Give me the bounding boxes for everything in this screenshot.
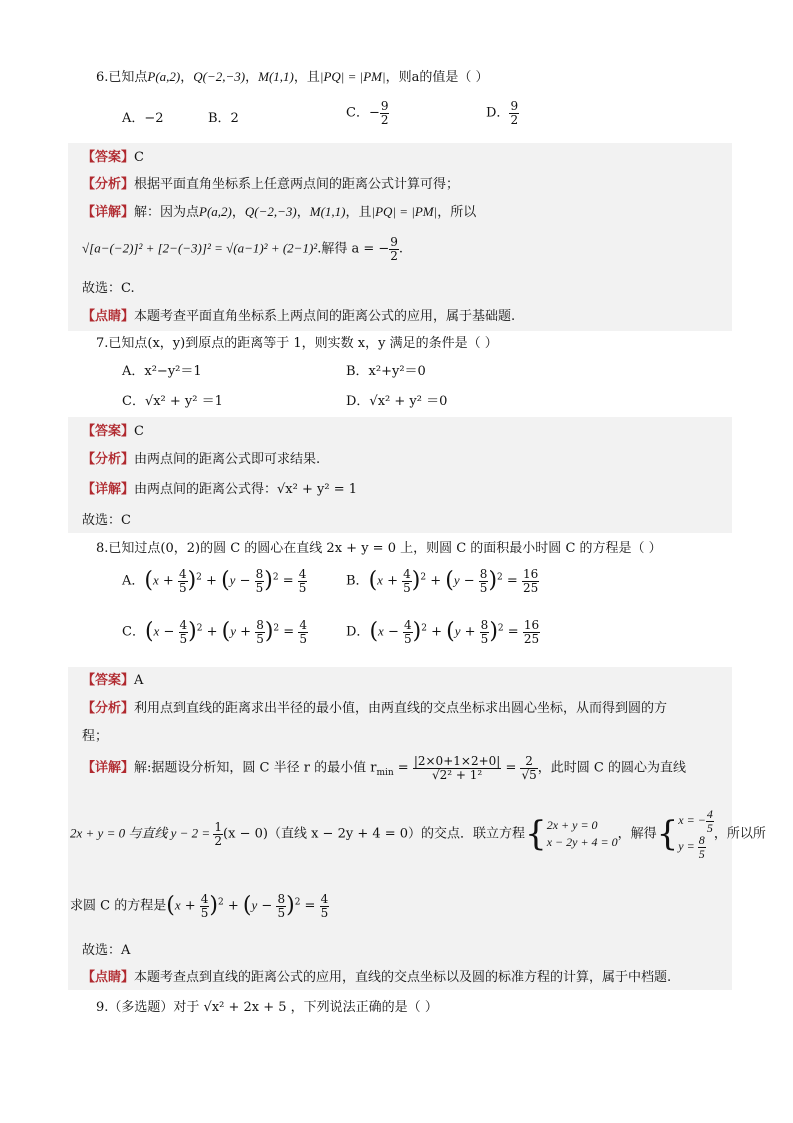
frac-den: 5 — [479, 580, 488, 595]
q7-option-b: B．x²+y²＝0 — [346, 364, 426, 379]
frac-num: 9 — [390, 235, 398, 249]
q6-solve-text: .解得 a = − — [317, 241, 390, 257]
frac-num: 4 — [298, 567, 307, 581]
q6-point-m: M(1,1) — [258, 69, 294, 84]
q6-point-q: Q(−2,−3) — [244, 204, 297, 219]
q8-stem: 8.已知过点(0，2)的圆 C 的圆心在直线 2x + y = 0 上，则圆 C 的面积最小时圆 C 的方程是（ ） — [96, 541, 662, 556]
q6-answer — [82, 146, 144, 165]
q8-answer-value: A — [134, 673, 144, 688]
frac-den: 5 — [480, 631, 489, 646]
q7-detail-text: 由两点间的距离公式得：√x² + y² = 1 — [134, 482, 357, 497]
q8-detail-line2: 2x + y = 0 与直线 y − 2 = $\frac{1}{2}$ (x − 0)（直线 x − 2y + 4 = 0）的交点．联立方程{ 2x + y = 0 x − 2y + 4 = 0 ，解得{ x = − $\frac{4}{5}$ y = $\frac{8}{5}$ ，所以所 — [70, 807, 766, 861]
q8-option-d: D．(x − $\frac{4}{5}$ )$^2$ + (y + $\frac{8}{5}$ )$^2$ = $\frac{16}{25}$ — [346, 618, 540, 646]
frac-den: 5 — [706, 820, 713, 835]
q7-solution-box — [68, 417, 732, 533]
q8-equation-system — [547, 817, 618, 852]
q8-option-a-label: A． — [122, 573, 145, 589]
q8-option-a: A．(x + $\frac{4}{5}$ )$^2$ + (y − $\frac{8}{5}$ )$^2$ = $\frac{4}{5}$ — [122, 567, 307, 595]
q8-half-frac — [213, 821, 223, 847]
q8-solution-system — [678, 808, 714, 860]
q6-analysis — [82, 173, 459, 192]
frac-den: 5 — [698, 846, 705, 861]
comment-tag: 【点睛】 — [82, 309, 135, 324]
q8-answer — [82, 669, 143, 688]
q6-comment — [82, 305, 515, 324]
frac-num: 16 — [523, 618, 540, 632]
q6-option-d-label: D． — [486, 105, 510, 121]
frac-num: 4 — [403, 567, 411, 581]
q8-detail-end: ，此时圆 C 的圆心为直线 — [537, 760, 686, 776]
q8-eq1: 2x + y = 0 — [546, 817, 598, 832]
q7-stem: 7.已知点(x，y)到原点的距离等于 1，则实数 x，y 满足的条件是（ ） — [96, 336, 498, 351]
q8-line2-d: ，所以所 — [713, 826, 766, 842]
frac-num: 9 — [380, 99, 389, 113]
q8-detail-text: 解:据题设分析知，圆 C 半径 r 的最小值 r — [134, 760, 377, 776]
q6-cond-pre: ，且 — [345, 205, 372, 220]
frac-num: 8 — [255, 567, 264, 581]
q8-sol-x: x = − — [678, 812, 706, 827]
comment-tag: 【点睛】 — [82, 970, 135, 985]
q6-choose: 故选：C. — [82, 281, 135, 296]
q6-cond-pre: ，且 — [293, 70, 320, 85]
frac-den: 5 — [403, 580, 411, 595]
q6-formula-row: √[a−(−2)]² + [2−(−3)]² = √(a−1)² + (2−1)².解得 a = − $\frac{9}{2}$ . — [82, 235, 404, 263]
q8-sol-y: y = — [678, 839, 698, 854]
frac-den: 25 — [523, 631, 540, 646]
frac-den: 5 — [277, 905, 286, 920]
frac-den: √5 — [521, 767, 537, 782]
q6-answer-value: C — [134, 150, 144, 165]
q6-analysis-text: 根据平面直角坐标系上任意两点间的距离公式计算可得； — [134, 177, 460, 192]
frac-num: 8 — [479, 567, 488, 581]
frac-den: 5 — [255, 580, 264, 595]
frac-den: 2 — [380, 112, 389, 127]
q6-option-c-frac — [380, 100, 390, 126]
q6-option-a: A．−2 — [122, 111, 164, 126]
frac-den: √2² + 1² — [431, 767, 483, 782]
q8-line2-c: ，解得 — [617, 826, 657, 842]
q6-solve-frac — [389, 236, 399, 262]
q8-comment-text: 本题考查点到直线的距离公式的应用，直线的交点坐标以及圆的标准方程的计算，属于中档题. — [134, 970, 672, 985]
frac-den: 25 — [522, 580, 539, 595]
q8-option-d-label: D． — [346, 624, 370, 640]
q7-detail — [82, 478, 357, 497]
q6-option-b: B．2 — [208, 111, 239, 126]
q8-option-c: C．(x − $\frac{4}{5}$ )$^2$ + (y + $\frac{8}{5}$ )$^2$ = $\frac{4}{5}$ — [122, 618, 307, 646]
frac-num: 16 — [522, 567, 539, 581]
q6-option-c-label: C．− — [346, 105, 380, 121]
frac-num: |2×0+1×2+0| — [413, 754, 501, 768]
q7-option-c: C．√x² + y² ＝1 — [122, 394, 223, 409]
q6-point-p: P(a,2) — [147, 69, 181, 84]
q8-line2-b: (x − 0)（直线 x − 2y + 4 = 0）的交点．联立方程 — [223, 826, 526, 842]
q6-condition: |PQ| = |PM| — [371, 204, 438, 219]
q6-point-m: M(1,1) — [309, 204, 346, 219]
frac-num: 2 — [520, 755, 537, 769]
frac-num: 4 — [299, 618, 307, 632]
frac-den: 2 — [214, 833, 223, 848]
q6-option-c — [346, 100, 389, 126]
q7-answer-value: C — [134, 424, 144, 439]
q6-stem: 6.已知点P(a,2)，Q(−2,−3)，M(1,1)，且|PQ| = |PM|，则a的值是（ ） — [96, 69, 489, 85]
frac-den: 2 — [510, 112, 519, 127]
q6-condition: |PQ| = |PM| — [319, 69, 386, 84]
frac-num: 9 — [510, 99, 519, 113]
frac-den: 5 — [178, 580, 187, 595]
q8-result-text: 求圆 C 的方程是 — [70, 898, 167, 914]
frac-den: 5 — [200, 905, 209, 920]
q6-detail-a: 解：因为点 — [134, 205, 200, 220]
q7-answer — [82, 420, 144, 439]
q8-option-b-label: B． — [346, 573, 369, 589]
q6-stem-text: 6.已知点 — [96, 70, 148, 85]
frac-den: 5 — [179, 631, 188, 646]
analysis-tag: 【分析】 — [82, 452, 135, 467]
frac-num: 8 — [480, 618, 489, 632]
frac-den: 5 — [299, 631, 307, 646]
frac-den: 5 — [403, 631, 412, 646]
frac-num: 4 — [706, 807, 713, 821]
frac-den: 2 — [390, 248, 398, 263]
detail-tag: 【详解】 — [82, 205, 135, 220]
rmin-subscript: min — [376, 768, 394, 779]
q8-analysis — [82, 697, 667, 716]
q8-detail: 【详解】解:据题设分析知，圆 C 半径 r 的最小值 $r_{min}$ = $\frac{|2\times 0+1\times 2+0|}{\text{√2² + 1²}}$ = $\frac{2}{√5}$ ，此时圆 C 的圆心为直线 — [82, 754, 686, 782]
frac-num: 4 — [320, 892, 329, 906]
q8-rmin-frac — [413, 755, 501, 781]
frac-num: 4 — [403, 618, 412, 632]
frac-num: 8 — [277, 892, 286, 906]
q8-choose: 故选：A — [82, 943, 131, 958]
q8-rmin-value — [520, 755, 537, 781]
q9-stem: 9.（多选题）对于 √x² + 2x + 5 ，下列说法正确的是（ ） — [96, 1000, 438, 1015]
detail-tag: 【详解】 — [82, 482, 135, 497]
frac-den: 5 — [320, 905, 329, 920]
q6-distance-formula: √[a−(−2)]² + [2−(−3)]² = √(a−1)² + (2−1)² — [82, 240, 318, 256]
frac-num: 4 — [179, 618, 188, 632]
answer-tag: 【答案】 — [82, 673, 135, 688]
q7-choose: 故选：C — [82, 513, 131, 528]
q6-comment-text: 本题考查平面直角坐标系上两点间的距离公式的应用，属于基础题. — [134, 309, 516, 324]
frac-den: 5 — [298, 580, 307, 595]
detail-tag: 【详解】 — [82, 760, 135, 776]
q8-option-b: B．(x + $\frac{4}{5}$ )$^2$ + (y − $\frac{8}{5}$ )$^2$ = $\frac{16}{25}$ — [346, 567, 539, 595]
analysis-tag: 【分析】 — [82, 177, 135, 192]
q7-analysis — [82, 448, 320, 467]
q7-option-d: D．√x² + y² ＝0 — [346, 394, 448, 409]
q8-analysis-cont: 程； — [82, 729, 109, 744]
analysis-tag: 【分析】 — [82, 701, 135, 716]
q8-line2-a: 2x + y = 0 与直线 y − 2 = — [70, 825, 214, 841]
q8-analysis-text: 利用点到直线的距离求出半径的最小值，由两直线的交点坐标求出圆心坐标，从而得到圆的方 — [134, 701, 668, 716]
q6-detail: 【详解】解：因为点P(a,2)，Q(−2,−3)，M(1,1)，且|PQ| = |PM|，所以 — [82, 204, 477, 220]
answer-tag: 【答案】 — [82, 150, 135, 165]
frac-num: 4 — [200, 892, 209, 906]
q6-stem-end: ，则a的值是（ ） — [385, 70, 489, 85]
q8-comment — [82, 966, 671, 985]
q6-detail-b: ，所以 — [437, 205, 477, 220]
q6-option-d-frac — [509, 100, 519, 126]
frac-num: 1 — [214, 820, 223, 835]
q8-result: 求圆 C 的方程是(x + $\frac{4}{5}$ )$^2$ + (y − $\frac{8}{5}$ )$^2$ = $\frac{4}{5}$ — [70, 892, 329, 920]
answer-tag: 【答案】 — [82, 424, 135, 439]
q7-option-a: A．x²−y²＝1 — [122, 364, 202, 379]
frac-num: 8 — [698, 833, 705, 848]
frac-num: 4 — [178, 567, 187, 581]
q6-point-p: P(a,2) — [199, 204, 232, 219]
q8-eq2: x − 2y + 4 = 0 — [546, 835, 618, 850]
q8-option-c-label: C． — [122, 624, 145, 640]
q6-point-q: Q(−2,−3) — [193, 69, 246, 84]
frac-num: 8 — [256, 618, 264, 632]
frac-den: 5 — [256, 631, 264, 646]
q6-option-d — [486, 100, 519, 126]
q7-analysis-text: 由两点间的距离公式即可求结果. — [134, 452, 321, 467]
